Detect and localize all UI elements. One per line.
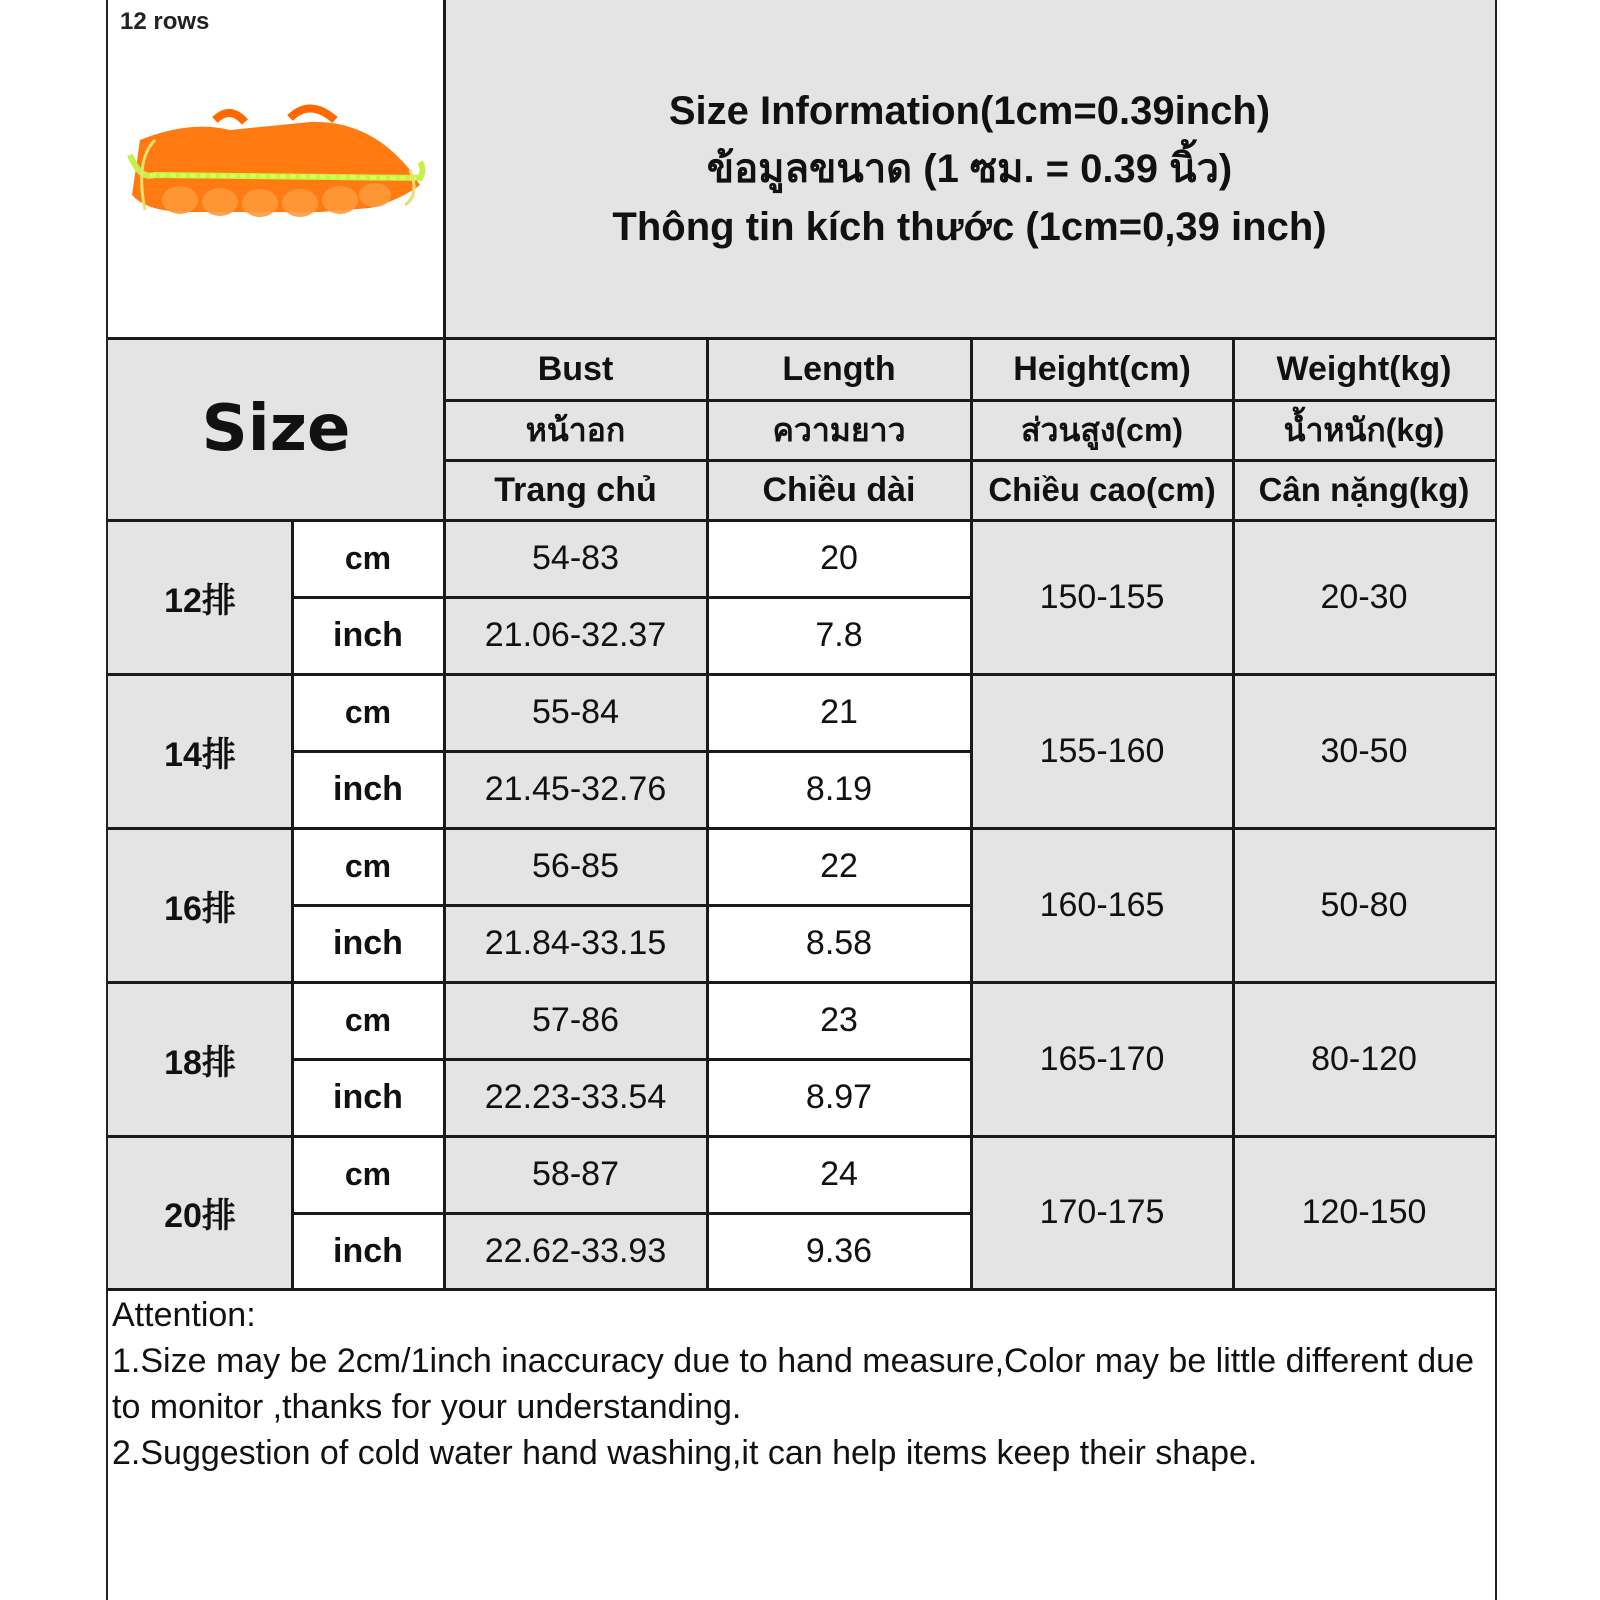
attention-notes: [112, 1292, 1492, 1476]
bust-inch-value: 21.06-32.37: [444, 597, 707, 674]
attention-note-2: 2.Suggestion of cold water hand washing,it can help items keep their shape.: [112, 1434, 1258, 1472]
length-inch-value: 7.8: [707, 597, 971, 674]
length-inch-value: 8.19: [707, 751, 971, 828]
grid-line: [108, 673, 1495, 676]
length-cm-value: 20: [707, 520, 971, 597]
column-header-weight-vi: Cân nặng(kg): [1233, 460, 1495, 520]
grid-line: [292, 1058, 971, 1061]
column-header-height-th: ส่วนสูง(cm): [971, 400, 1233, 460]
bust-cm-value: 57-86: [444, 982, 707, 1059]
unit-inch: inch: [292, 597, 444, 674]
weight-value: 80-120: [1233, 982, 1495, 1136]
column-header-weight-en: Weight(kg): [1233, 338, 1495, 400]
grid-line: [292, 904, 971, 907]
column-header-bust-vi: Trang chủ: [444, 460, 707, 520]
attention-note-1: 1.Size may be 2cm/1inch inaccuracy due to hand measure,Color may be little different due to monitor ,thanks for your understanding.: [112, 1342, 1474, 1426]
unit-cm: cm: [292, 982, 444, 1059]
size-label-20: 20排: [108, 1136, 292, 1289]
height-value: 155-160: [971, 674, 1233, 828]
grid-line: [292, 750, 971, 753]
size-header: Size: [108, 338, 444, 520]
grid-line: [108, 981, 1495, 984]
column-header-length-th: ความยาว: [707, 400, 971, 460]
column-header-length-vi: Chiều dài: [707, 460, 971, 520]
column-header-weight-th: น้ำหนัก(kg): [1233, 400, 1495, 460]
bust-inch-value: 21.84-33.15: [444, 905, 707, 982]
height-value: 150-155: [971, 520, 1233, 674]
grid-line: [108, 827, 1495, 830]
unit-cm: cm: [292, 1136, 444, 1213]
column-header-bust-en: Bust: [444, 338, 707, 400]
size-chart-sheet: [106, 0, 1497, 1600]
unit-inch: inch: [292, 751, 444, 828]
length-cm-value: 23: [707, 982, 971, 1059]
size-label-14: 14排: [108, 674, 292, 828]
size-label-16: 16排: [108, 828, 292, 982]
bust-inch-value: 22.23-33.54: [444, 1059, 707, 1136]
size-info-title: [444, 0, 1495, 338]
unit-cm: cm: [292, 674, 444, 751]
thumbnail-caption: 12 rows: [120, 8, 210, 35]
orange-ruffle-product-icon: [120, 100, 430, 250]
size-label-18: 18排: [108, 982, 292, 1136]
grid-line: [706, 338, 709, 1290]
size-label-12: 12排: [108, 520, 292, 674]
length-inch-value: 9.36: [707, 1213, 971, 1289]
weight-value: 120-150: [1233, 1136, 1495, 1289]
bust-cm-value: 58-87: [444, 1136, 707, 1213]
weight-value: 30-50: [1233, 674, 1495, 828]
bust-cm-value: 54-83: [444, 520, 707, 597]
grid-line: [108, 337, 1495, 340]
length-cm-value: 24: [707, 1136, 971, 1213]
length-cm-value: 21: [707, 674, 971, 751]
weight-value: 20-30: [1233, 520, 1495, 674]
bust-cm-value: 55-84: [444, 674, 707, 751]
product-thumbnail-cell: [108, 0, 444, 338]
bust-cm-value: 56-85: [444, 828, 707, 905]
unit-cm: cm: [292, 520, 444, 597]
attention-heading: Attention:: [112, 1296, 256, 1334]
grid-line: [443, 0, 446, 1290]
grid-line: [1232, 338, 1235, 1290]
height-value: 170-175: [971, 1136, 1233, 1289]
length-inch-value: 8.58: [707, 905, 971, 982]
unit-inch: inch: [292, 905, 444, 982]
grid-line: [108, 1288, 1495, 1291]
column-header-bust-th: หน้าอก: [444, 400, 707, 460]
unit-inch: inch: [292, 1059, 444, 1136]
title-vietnamese: Thông tin kích thước (1cm=0,39 inch): [612, 205, 1327, 249]
length-cm-value: 22: [707, 828, 971, 905]
unit-cm: cm: [292, 828, 444, 905]
title-thai: ข้อมูลขนาด (1 ซม. = 0.39 นิ้ว): [706, 147, 1233, 191]
bust-inch-value: 21.45-32.76: [444, 751, 707, 828]
grid-line: [108, 519, 1495, 522]
title-english: Size Information(1cm=0.39inch): [668, 89, 1271, 133]
grid-line: [970, 338, 973, 1290]
column-header-length-en: Length: [707, 338, 971, 400]
height-value: 160-165: [971, 828, 1233, 982]
unit-inch: inch: [292, 1213, 444, 1289]
length-inch-value: 8.97: [707, 1059, 971, 1136]
grid-line: [292, 596, 971, 599]
bust-inch-value: 22.62-33.93: [444, 1213, 707, 1289]
column-header-height-vi: Chiều cao(cm): [971, 460, 1233, 520]
grid-line: [292, 1212, 971, 1215]
column-header-height-en: Height(cm): [971, 338, 1233, 400]
weight-value: 50-80: [1233, 828, 1495, 982]
grid-line: [108, 1135, 1495, 1138]
height-value: 165-170: [971, 982, 1233, 1136]
grid-line: [291, 520, 294, 1290]
